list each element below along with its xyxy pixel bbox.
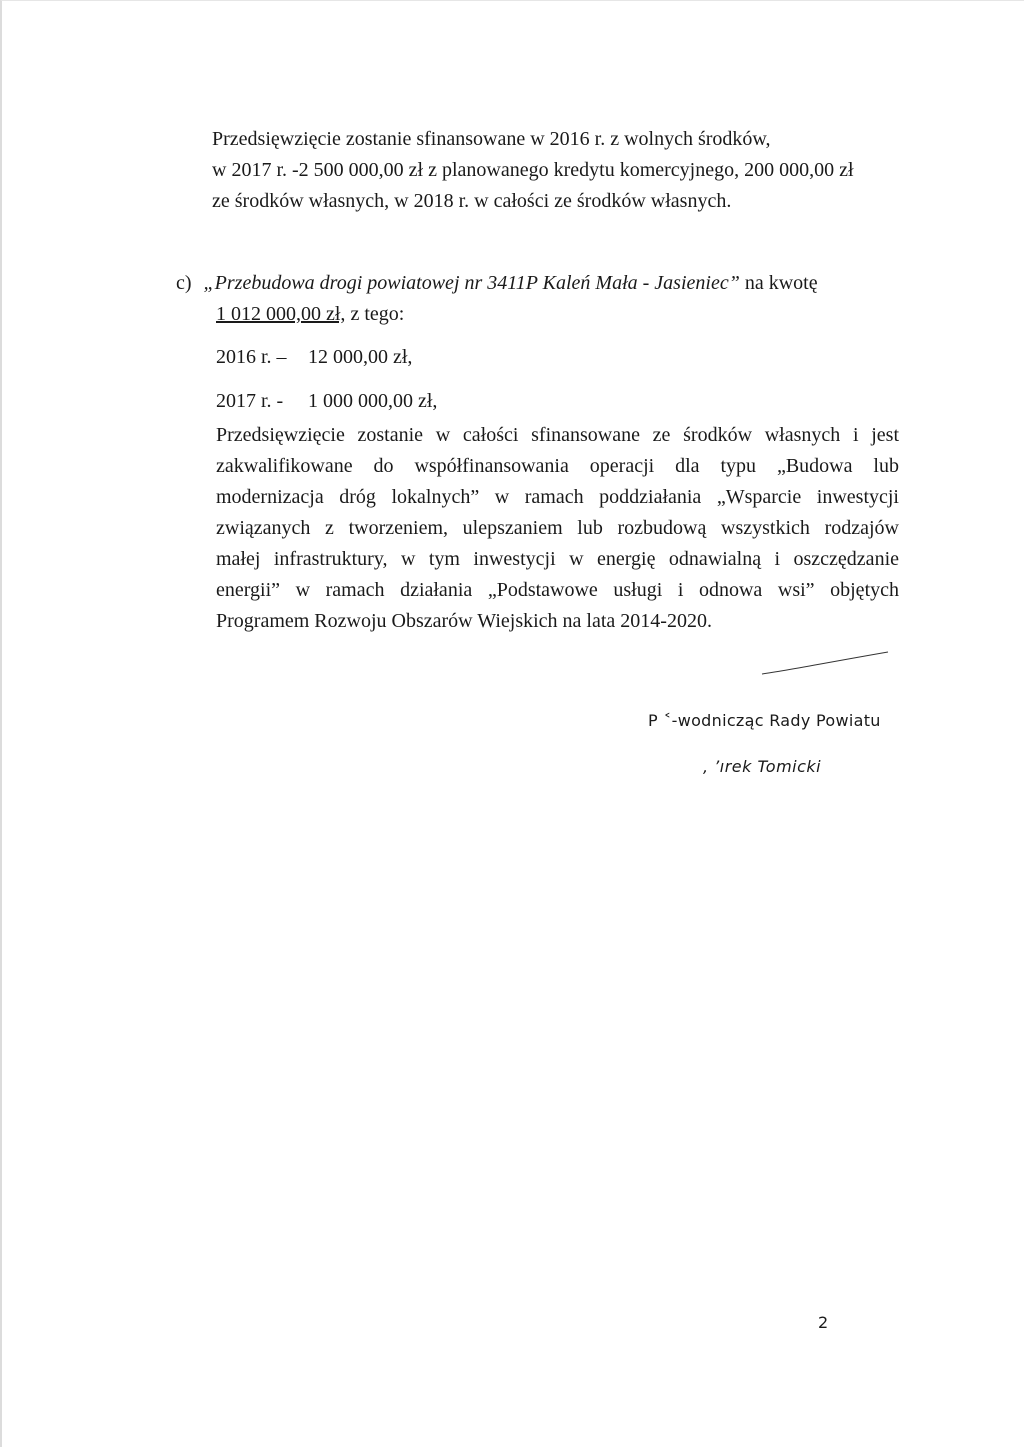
paragraph-line-5: małej infrastruktury, w tym inwestycji w energię odnawialną i oszczędzanie	[216, 548, 899, 570]
paragraph-line-3: modernizacja dróg lokalnych” w ramach poddziałania „Wsparcie inwestycji	[216, 486, 899, 508]
paragraph-line-7: Programem Rozwoju Obszarów Wiejskich na lata 2014-2020.	[216, 610, 712, 632]
paragraph-line-4: związanych z tworzeniem, ulepszaniem lub rozbudową wszystkich rodzajów	[216, 517, 899, 539]
year-label: 2016 r. –	[216, 346, 287, 368]
paragraph-line-1: Przedsięwzięcie zostanie w całości sfinansowane ze środków własnych i jest	[216, 424, 899, 446]
item-c-suffix: na kwotę	[739, 272, 818, 294]
year-value: 12 000,00 zł,	[308, 346, 413, 368]
intro-line-3: ze środków własnych, w 2018 r. w całości ze środków własnych.	[212, 190, 732, 212]
page-number: 2	[818, 1313, 829, 1332]
signature-stroke	[760, 648, 890, 678]
year-value: 1 000 000,00 zł,	[308, 390, 438, 412]
paragraph-line-2: zakwalifikowane do współfinansowania operacji dla typu „Budowa lub	[216, 455, 899, 477]
item-c-title: „Przebudowa drogi powiatowej nr 3411P Kaleń Mała - Jasieniec”	[203, 272, 740, 294]
signature-name: , ’ırek Tomicki	[703, 757, 822, 776]
item-c-amount-line	[216, 302, 404, 326]
item-c-heading	[176, 271, 818, 295]
year-row-2017	[216, 389, 437, 413]
intro-line-2: w 2017 r. -2 500 000,00 zł z planowanego kredytu komercyjnego, 200 000,00 zł	[212, 159, 854, 181]
intro-line-1: Przedsięwzięcie zostanie sfinansowane w 2016 r. z wolnych środków,	[212, 128, 771, 150]
item-c-after-amount: z tego:	[345, 303, 405, 325]
year-row-2016	[216, 345, 412, 369]
paragraph-line-6: energii” w ramach działania „Podstawowe usługi i odnowa wsi” objętych	[216, 579, 899, 601]
item-c-amount: 1 012 000,00 zł,	[216, 303, 346, 325]
year-label: 2017 r. -	[216, 390, 284, 412]
item-c-letter: c)	[176, 272, 192, 294]
signature-title: P ˂-wodnicząc Rady Powiatu	[648, 711, 881, 730]
